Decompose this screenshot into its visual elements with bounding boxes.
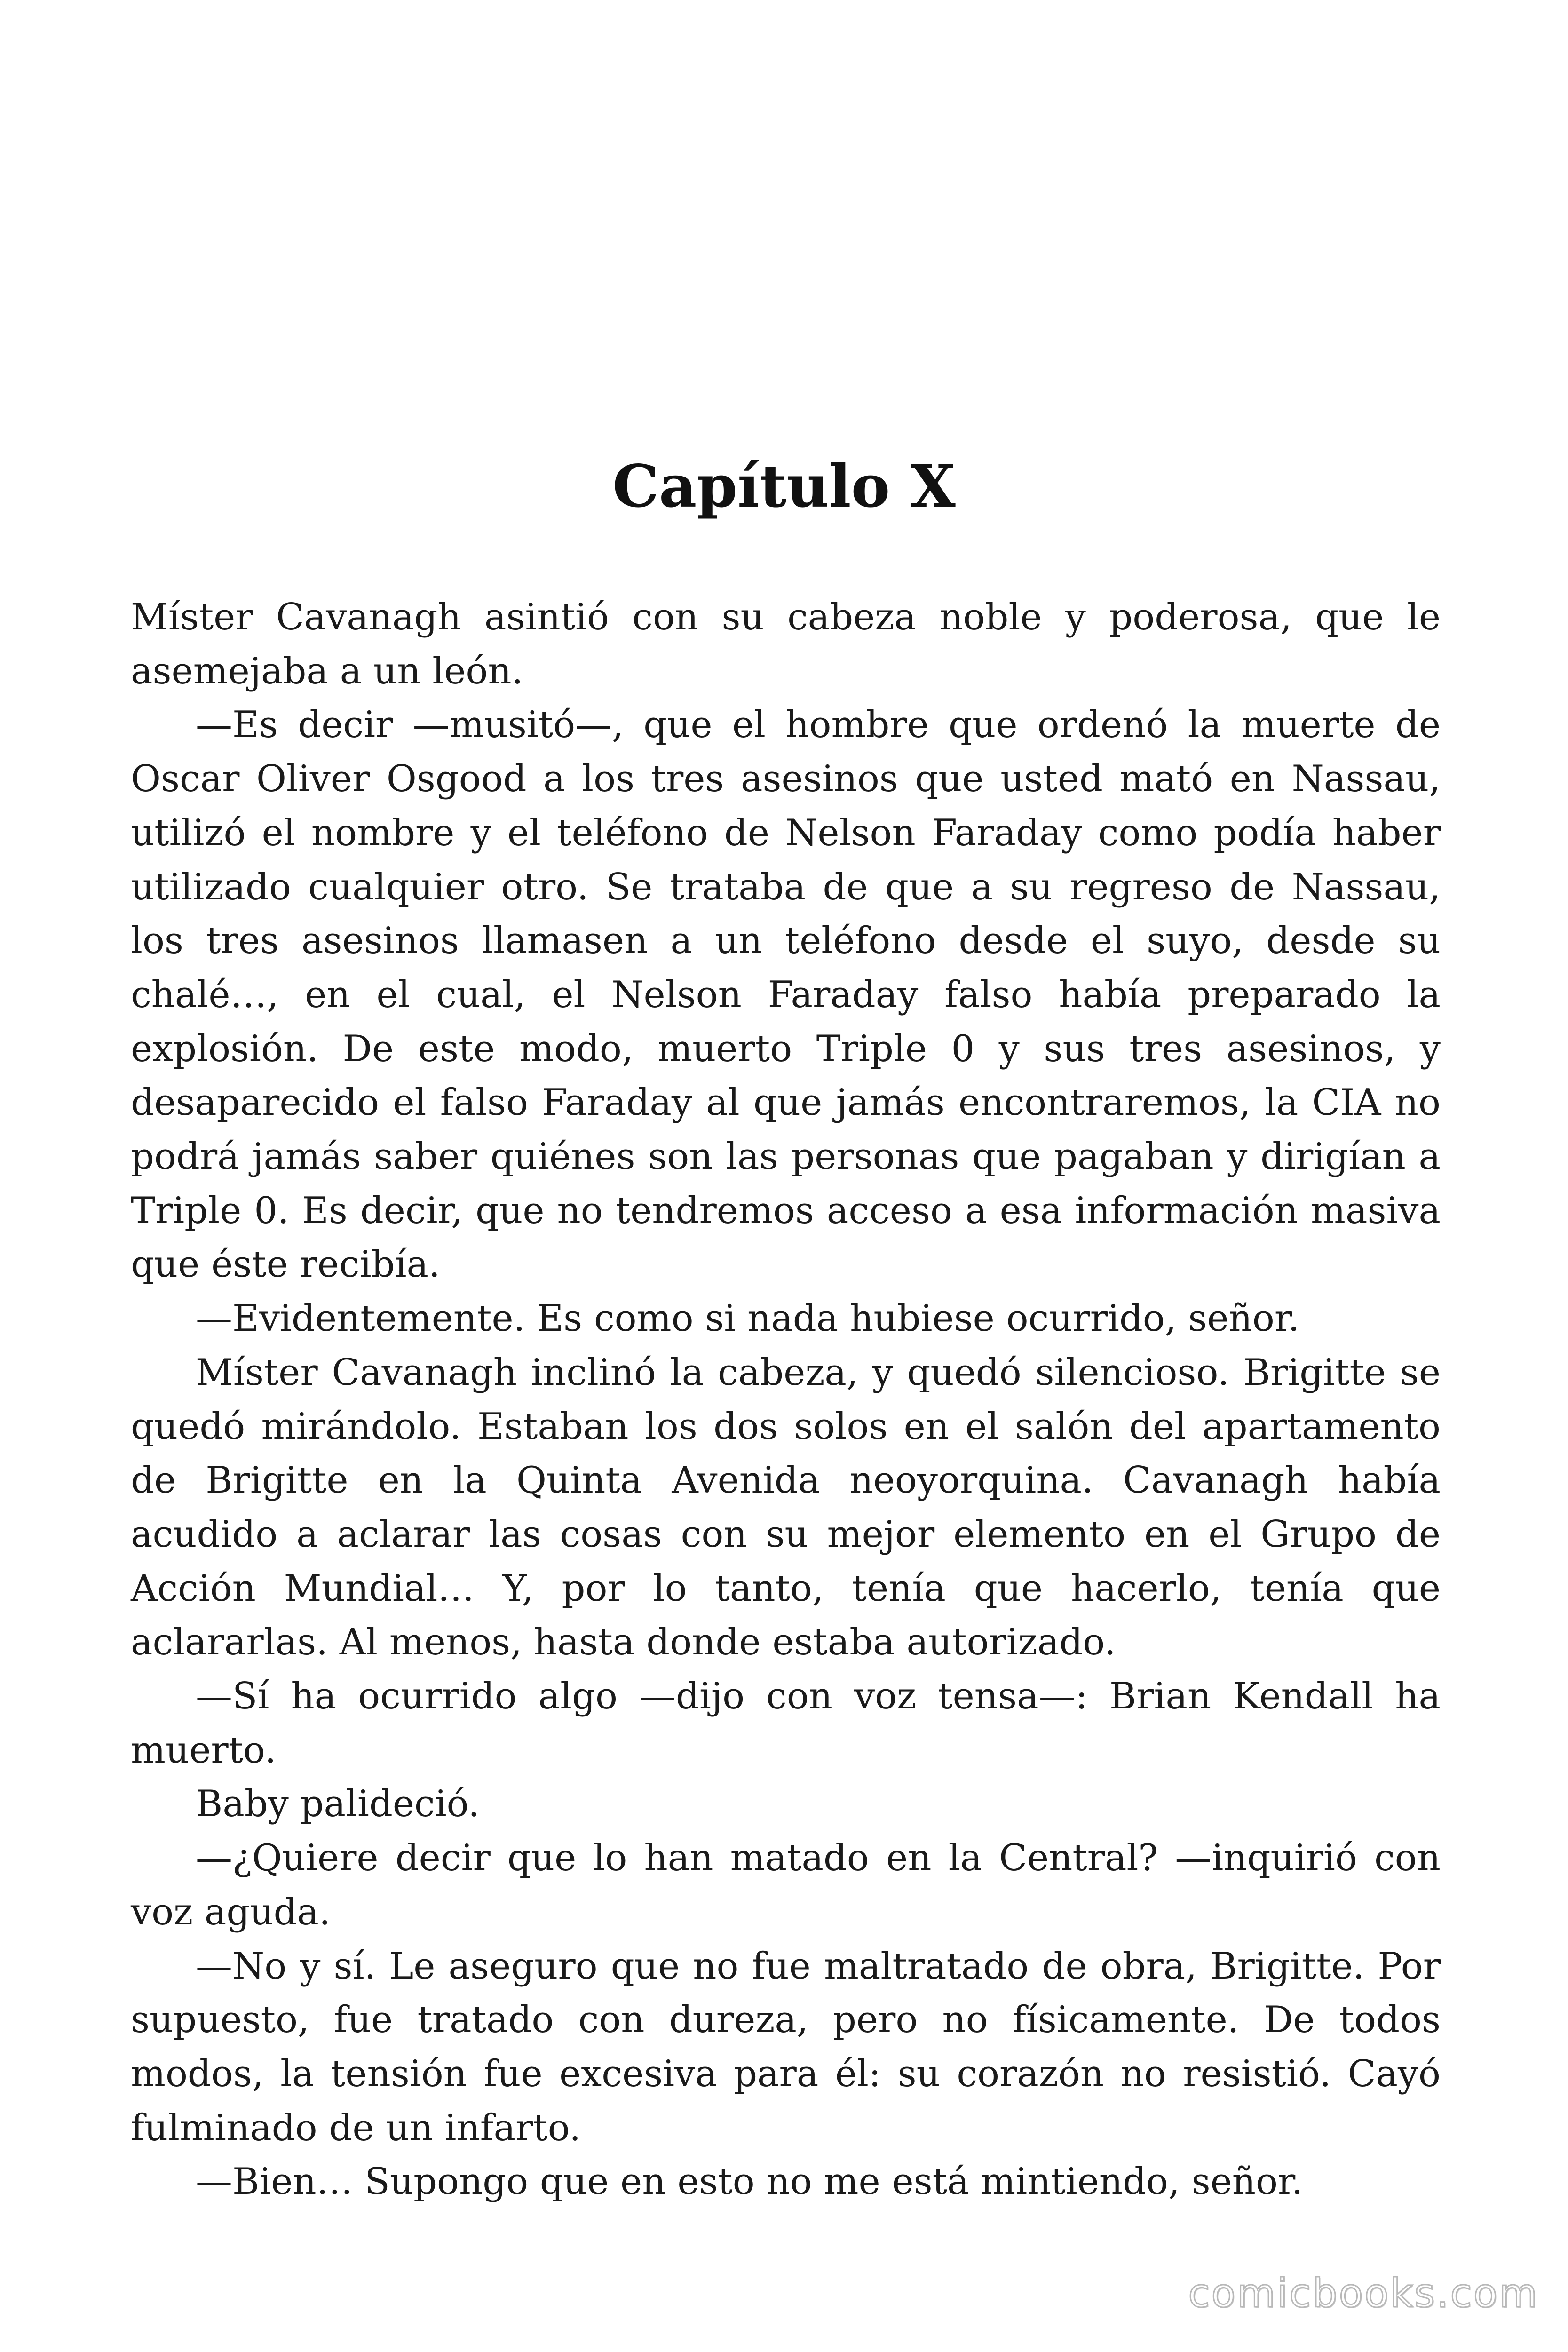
- watermark: comicbooks.com: [1188, 2270, 1539, 2316]
- paragraph: Míster Cavanagh inclinó la cabeza, y quedó silencioso. Brigitte se quedó mirándolo. Estaban los dos solos en el salón del apartamento de Brigitte en la Quinta Avenida neoyorquina. Cavanagh había acudido a aclarar las cosas con su mejor elemento en el Grupo de Acción Mundial… Y, por lo tanto, tenía que hacerlo, tenía que aclararlas. Al menos, hasta donde estaba autorizado.: [131, 1351, 1441, 1664]
- paragraph: —No y sí. Le aseguro que no fue maltratado de obra, Brigitte. Por supuesto, fue tratado con dureza, pero no físicamente. De todos modos, la tensión fue excesiva para él: su corazón no resistió. Cayó fulminado de un infarto.: [131, 1945, 1441, 2149]
- paragraph: Baby palideció.: [196, 1783, 480, 1826]
- paragraph: —Sí ha ocurrido algo —dijo con voz tensa—: Brian Kendall ha muerto.: [131, 1675, 1441, 1772]
- chapter-body: [131, 590, 1441, 2209]
- chapter-title: Capítulo X: [612, 453, 956, 521]
- paragraph: —¿Quiere decir que lo han matado en la Central? —inquirió con voz aguda.: [131, 1837, 1441, 1933]
- paragraph: —Evidentemente. Es como si nada hubiese ocurrido, señor.: [196, 1297, 1300, 1340]
- paragraph: —Es decir —musitó—, que el hombre que ordenó la muerte de Oscar Oliver Osgood a los tres asesinos que usted mató en Nassau, utilizó el nombre y el teléfono de Nelson Faraday como podía haber utilizado cualquier otro. Se trataba de que a su regreso de Nassau, los tres asesinos llamasen a un teléfono desde el suyo, desde su chalé…, en el cual, el Nelson Faraday falso había preparado la explosión. De este modo, muerto Triple 0 y sus tres asesinos, y desaparecido el falso Faraday al que jamás encontraremos, la CIA no podrá jamás saber quiénes son las personas que pagaban y dirigían a Triple 0. Es decir, que no tendremos acceso a esa información masiva que éste recibía.: [131, 704, 1441, 1286]
- paragraph: Míster Cavanagh asintió con su cabeza noble y poderosa, que le asemejaba a un león.: [131, 596, 1441, 692]
- paragraph: —Bien… Supongo que en esto no me está mintiendo, señor.: [196, 2161, 1303, 2203]
